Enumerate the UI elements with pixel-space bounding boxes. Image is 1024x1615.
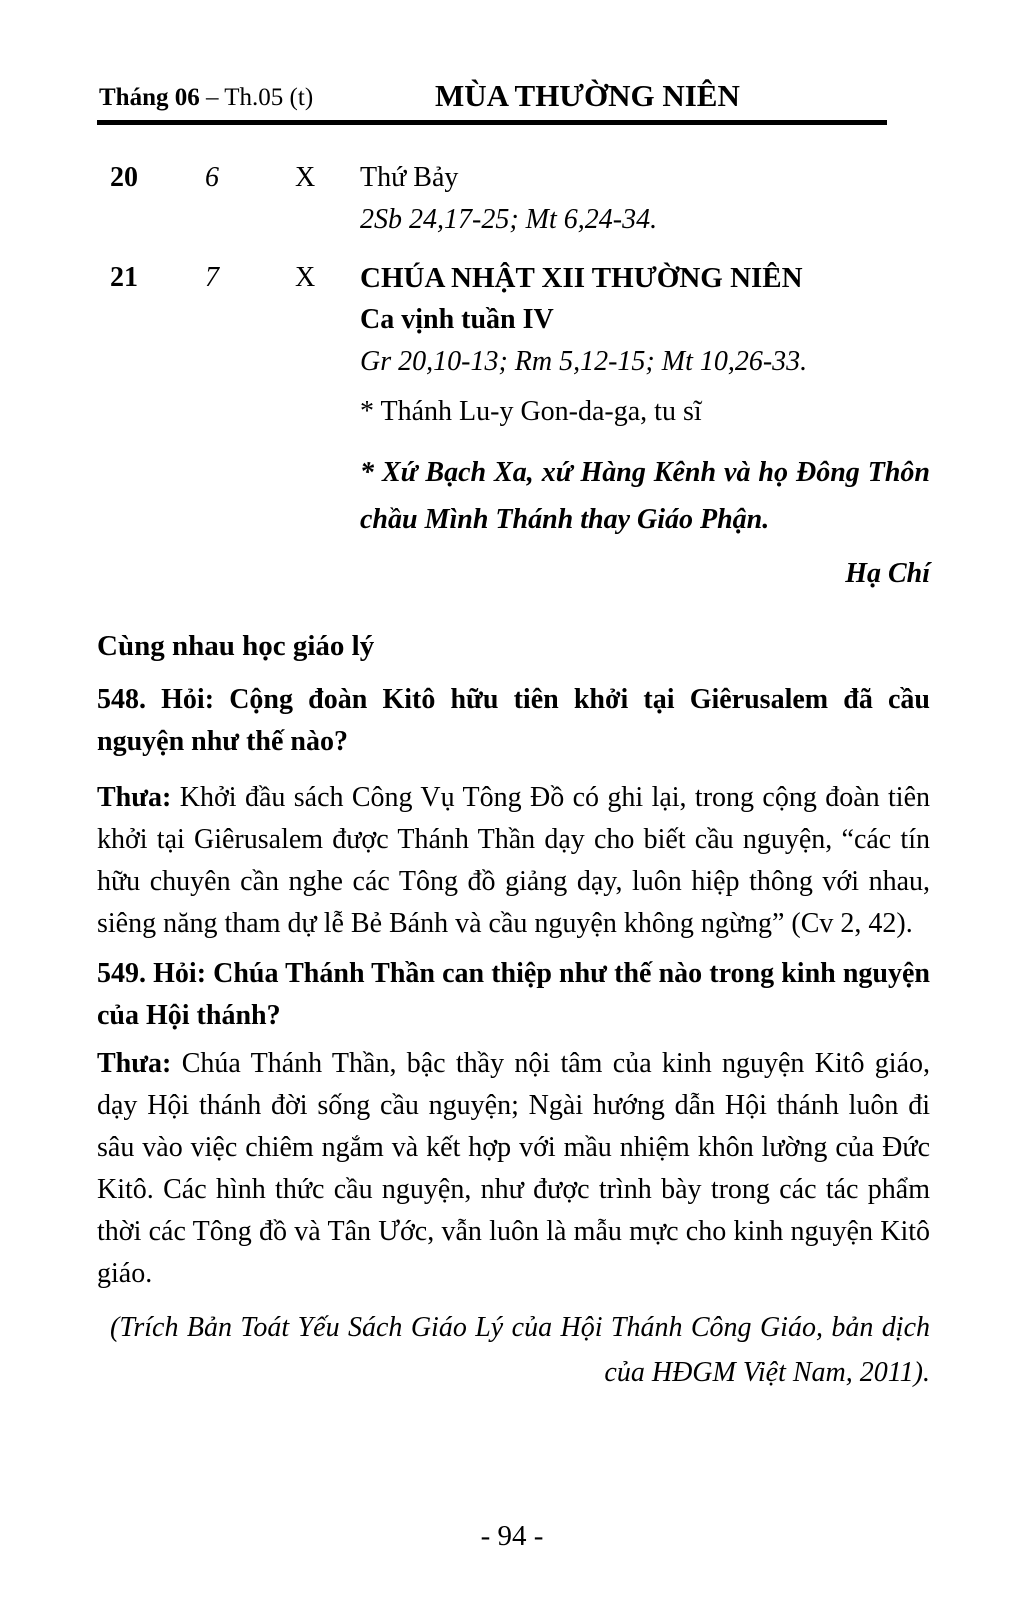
answer-548-text: Khởi đầu sách Công Vụ Tông Đồ có ghi lại, trong cộng đoàn tiên khởi tại Giêrusalem được Thánh Thần dạy cho biết cầu nguyện, “các tín hữu chuyên cần nghe các Tông đồ giảng dạy, luôn hiệp thông với nhau, siêng năng tham dự lễ Bẻ Bánh và cầu nguyện không ngừng” (Cv 2, 42).: [97, 782, 931, 939]
solar-date: 20: [110, 162, 138, 193]
month-label-bold: Tháng 06: [99, 84, 200, 111]
calendar-row-day-21: [97, 257, 930, 383]
season-title: MÙA THƯỜNG NIÊN: [435, 78, 740, 113]
day-title: Thứ Bảy: [360, 162, 459, 193]
scripture-readings: 2Sb 24,17-25; Mt 6,24-34.: [360, 204, 658, 235]
page-content: [97, 0, 930, 1395]
saint-note: * Thánh Lu-y Gon-da-ga, tu sĩ: [360, 396, 702, 427]
question-549: 549. Hỏi: Chúa Thánh Thần can thiệp như thế nào trong kinh nguyện của Hội thánh?: [97, 958, 930, 1031]
question-548: 548. Hỏi: Cộng đoàn Kitô hữu tiên khởi tại Giêrusalem đã cầu nguyện như thế nào?: [97, 684, 930, 757]
lunar-date: 7: [205, 262, 219, 293]
liturgical-color: X: [295, 162, 316, 193]
day-entry: [360, 157, 930, 241]
answer-548-label: Thưa:: [97, 782, 172, 813]
source-note: (Trích Bản Toát Yếu Sách Giáo Lý của Hội Thánh Công Giáo, bản dịch của HĐGM Việt Nam, 2011).: [110, 1312, 930, 1388]
month-label: [99, 84, 313, 112]
day-title: CHÚA NHẬT XII THƯỜNG NIÊN: [360, 262, 803, 294]
scripture-readings: Gr 20,10-13; Rm 5,12-15; Mt 10,26-33.: [360, 346, 808, 377]
page-header: [97, 78, 930, 114]
solar-date: 21: [110, 262, 138, 293]
page-number: - 94 -: [480, 1520, 544, 1552]
calendar-row-day-20: [97, 157, 930, 241]
solar-term-label: Hạ Chí: [845, 558, 930, 589]
answer-548: [97, 777, 930, 945]
answer-549-text: Chúa Thánh Thần, bậc thầy nội tâm của kinh nguyện Kitô giáo, dạy Hội thánh đời sống cầu nguyện; Ngài hướng dẫn Hội thánh luôn đi sâu vào việc chiêm ngắm và kết hợp với mầu nhiệm khôn lường của Đức Kitô. Các hình thức cầu nguyện, như được trình bày trong các tác phẩm thời các Tông đồ và Tân Ước, vẫn luôn là mẫu mực cho kinh nguyện Kitô giáo.: [97, 1048, 931, 1289]
liturgical-color: X: [295, 262, 316, 293]
header-rule: [97, 120, 887, 125]
answer-549-label: Thưa:: [97, 1048, 172, 1079]
adoration-note: * Xứ Bạch Xa, xứ Hàng Kênh và họ Đông Thôn chầu Mình Thánh thay Giáo Phận.: [360, 457, 930, 535]
day-entry: [360, 257, 930, 383]
psalter-week: Ca vịnh tuần IV: [360, 304, 554, 335]
month-label-rest: – Th.05 (t): [205, 84, 314, 111]
answer-549: [97, 1043, 930, 1295]
lunar-date: 6: [205, 162, 219, 193]
catechism-section-title: Cùng nhau học giáo lý: [97, 630, 375, 662]
